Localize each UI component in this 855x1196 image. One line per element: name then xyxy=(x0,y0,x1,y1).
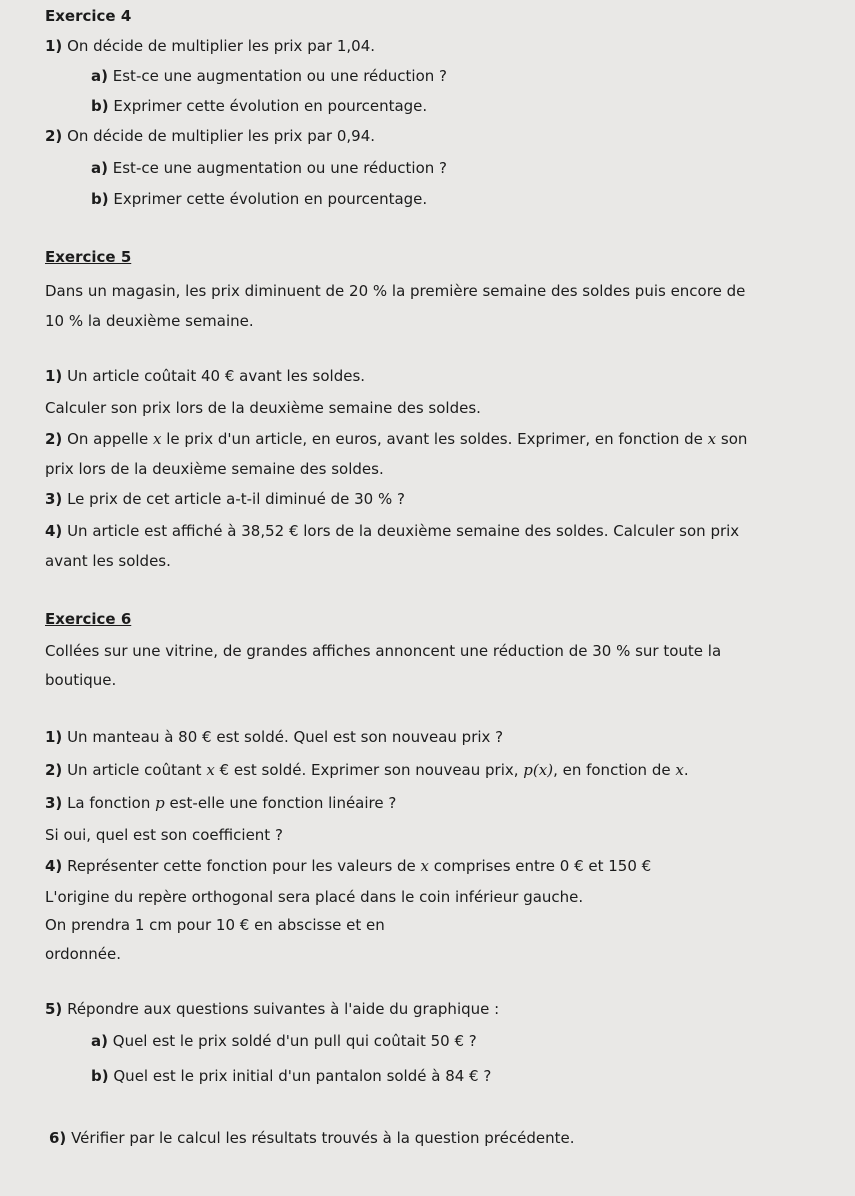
question-number: 2) xyxy=(45,127,63,145)
question-text: Un manteau à 80 € est soldé. Quel est son nouveau prix ? xyxy=(67,728,504,746)
question-number: 6) xyxy=(49,1129,67,1147)
ex6-intro-line-2: boutique. xyxy=(45,671,117,689)
question-text: Un article coûtait 40 € avant les soldes. xyxy=(67,367,366,385)
question-letter: a) xyxy=(91,1032,108,1050)
ex6-question-1 xyxy=(45,727,503,747)
question-number: 3) xyxy=(45,794,63,812)
question-letter: a) xyxy=(91,159,108,177)
question-number: 2) xyxy=(45,761,63,779)
ex6-question-6 xyxy=(49,1128,574,1148)
ex4-question-2a xyxy=(91,158,447,178)
question-number: 4) xyxy=(45,522,63,540)
question-letter: b) xyxy=(91,1067,109,1085)
question-text: Vérifier par le calcul les résultats trouvés à la question précédente. xyxy=(71,1129,575,1147)
math-function: p(x) xyxy=(523,761,554,779)
math-variable: x xyxy=(152,430,162,448)
question-text: € est soldé. Exprimer son nouveau prix, xyxy=(214,761,524,779)
question-text: La fonction xyxy=(67,794,156,812)
ex6-question-4-line-3: On prendra 1 cm pour 10 € en abscisse et en xyxy=(45,916,385,934)
ex5-question-1 xyxy=(45,366,365,386)
question-text: Quel est le prix initial d'un pantalon soldé à 84 € ? xyxy=(113,1067,492,1085)
question-text: Le prix de cet article a-t-il diminué de 30 % ? xyxy=(67,490,405,508)
ex5-intro-line-2: 10 % la deuxième semaine. xyxy=(45,312,254,330)
question-number: 1) xyxy=(45,37,63,55)
ex5-question-4-line-2: avant les soldes. xyxy=(45,552,171,570)
question-text: Représenter cette fonction pour les valeurs de xyxy=(67,857,421,875)
math-variable: x xyxy=(206,761,215,779)
question-number: 4) xyxy=(45,857,63,875)
ex6-question-4-line-2: L'origine du repère orthogonal sera placé dans le coin inférieur gauche. xyxy=(45,888,584,906)
question-letter: b) xyxy=(91,190,109,208)
question-text: Est-ce une augmentation ou une réduction ? xyxy=(112,159,448,177)
math-variable: x xyxy=(707,430,717,448)
question-number: 1) xyxy=(45,728,63,746)
math-variable: p xyxy=(155,794,165,812)
question-text: . xyxy=(683,761,689,779)
question-text: Quel est le prix soldé d'un pull qui coûtait 50 € ? xyxy=(112,1032,477,1050)
question-text: On décide de multiplier les prix par 0,94. xyxy=(67,127,376,145)
math-variable: x xyxy=(420,857,430,875)
ex4-question-2 xyxy=(45,126,375,146)
ex5-question-1-line-2: Calculer son prix lors de la deuxième semaine des soldes. xyxy=(45,399,481,417)
question-text: Un article coûtant xyxy=(67,761,207,779)
ex4-question-1 xyxy=(45,36,375,56)
ex6-question-5b xyxy=(91,1066,491,1086)
ex6-question-4-line-4: ordonnée. xyxy=(45,945,122,963)
question-text: Exprimer cette évolution en pourcentage. xyxy=(113,97,428,115)
ex4-question-2b xyxy=(91,189,427,209)
question-text: , en fonction de xyxy=(553,761,676,779)
ex4-question-1a xyxy=(91,66,447,86)
question-letter: b) xyxy=(91,97,109,115)
exercise-5-title: Exercice 5 xyxy=(45,248,132,266)
ex6-intro-line-1: Collées sur une vitrine, de grandes affiches annoncent une réduction de 30 % sur toute la xyxy=(45,642,722,660)
question-text: comprises entre 0 € et 150 € xyxy=(429,857,652,875)
exercise-6-title: Exercice 6 xyxy=(45,610,132,628)
question-text: On décide de multiplier les prix par 1,04. xyxy=(67,37,376,55)
ex6-question-4 xyxy=(45,856,651,876)
ex6-question-5 xyxy=(45,999,499,1019)
question-text: On appelle xyxy=(67,430,153,448)
math-variable: x xyxy=(675,761,684,779)
question-number: 5) xyxy=(45,1000,63,1018)
question-text: est-elle une fonction linéaire ? xyxy=(164,794,397,812)
ex6-question-3-line-2: Si oui, quel est son coefficient ? xyxy=(45,826,283,844)
exercise-4-title: Exercice 4 xyxy=(45,7,132,25)
question-text: le prix d'un article, en euros, avant les soldes. Exprimer, en fonction de xyxy=(161,430,708,448)
ex4-question-1b xyxy=(91,96,427,116)
question-text: Est-ce une augmentation ou une réduction ? xyxy=(112,67,448,85)
question-text: Exprimer cette évolution en pourcentage. xyxy=(113,190,428,208)
question-text: Répondre aux questions suivantes à l'aide du graphique : xyxy=(67,1000,500,1018)
ex5-question-2-line-2: prix lors de la deuxième semaine des soldes. xyxy=(45,460,384,478)
question-letter: a) xyxy=(91,67,108,85)
ex5-question-2 xyxy=(45,429,747,449)
ex6-question-5a xyxy=(91,1031,477,1051)
ex5-question-3 xyxy=(45,489,405,509)
ex6-question-3 xyxy=(45,793,396,813)
question-text: son xyxy=(716,430,748,448)
question-number: 1) xyxy=(45,367,63,385)
ex5-intro-line-1: Dans un magasin, les prix diminuent de 20 % la première semaine des soldes puis encore de xyxy=(45,282,746,300)
question-number: 2) xyxy=(45,430,63,448)
ex6-question-2 xyxy=(45,760,689,780)
question-text: Un article est affiché à 38,52 € lors de la deuxième semaine des soldes. Calculer son prix xyxy=(67,522,740,540)
ex5-question-4 xyxy=(45,521,739,541)
question-number: 3) xyxy=(45,490,63,508)
